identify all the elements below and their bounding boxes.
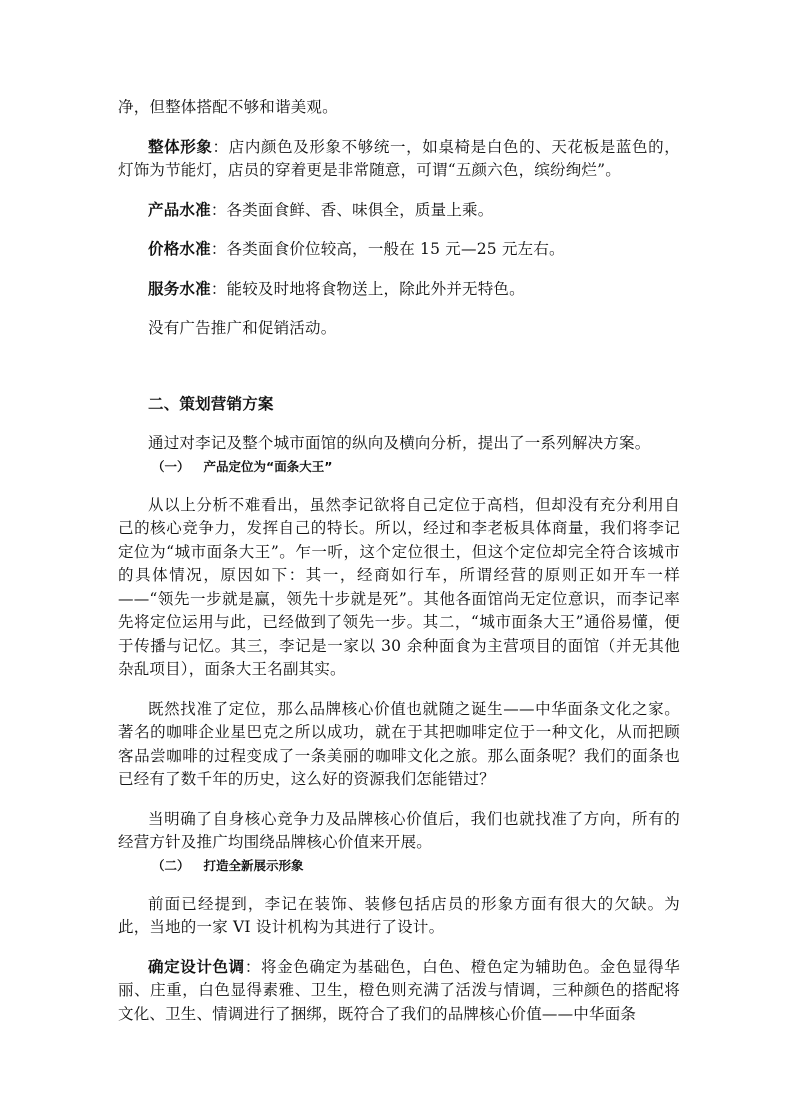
paragraph-brand-value xyxy=(118,698,680,792)
paragraph-no-promotion xyxy=(118,317,680,341)
label-overall-image: 整体形象 xyxy=(148,137,213,156)
paragraph-positioning xyxy=(118,494,680,682)
label-color-scheme: 确定设计色调 xyxy=(148,957,245,976)
paragraph-text: 前面已经提到，李记在装饰、装修包括店员的形象方面有很大的欠缺。为此，当地的一家 VI 设计机构为其进行了设计。 xyxy=(118,894,680,936)
paragraph-vi-design xyxy=(118,893,680,940)
paragraph-continued xyxy=(118,96,680,120)
paragraph-overall-image xyxy=(118,136,680,183)
paragraph-direction xyxy=(118,808,680,855)
paragraph-solutions-intro xyxy=(118,432,680,456)
section-heading-2 xyxy=(118,393,680,417)
paragraph-text: 净，但整体搭配不够和谐美观。 xyxy=(118,98,338,116)
paragraph-text: ：各类面食价位较高，一般在 15 元—25 元左右。 xyxy=(210,240,565,258)
paragraph-text: 从以上分析不难看出，虽然李记欲将自己定位于高档，但却没有充分利用自己的核心竞争力，发挥自己的特长。所以，经过和李老板具体商量，我们将李记定位为“城市面条大王”。乍一听，这个定位很土，但这个定位却完全符合该城市的具体情况，原因如下：其一，经商如行车，所谓经营的原则正如开车一样——“领先一步就是赢，领先十步就是死”。其他各面馆尚无定位意识，而李记率先将定位运用与此，已经做到了领先一步。其二，“城市面条大王”通俗易懂，便于传播与记忆。其三，李记是一家以 30 余种面食为主营项目的面馆（并无其他杂乱项目），面条大王名副其实。 xyxy=(118,495,680,678)
paragraph-text: 通过对李记及整个城市面馆的纵向及横向分析，提出了一系列解决方案。 xyxy=(148,434,651,452)
paragraph-service-standard xyxy=(118,278,680,302)
label-price-standard: 价格水准 xyxy=(148,240,211,258)
label-product-standard: 产品水准 xyxy=(148,200,211,219)
section-heading-text: 二、策划营销方案 xyxy=(148,394,274,413)
subheading-1 xyxy=(118,456,680,478)
paragraph-product-standard xyxy=(118,199,680,223)
subheading-title: 打造全新展示形象 xyxy=(203,857,304,873)
paragraph-text: ：将金色确定为基础色，白色、橙色定为辅助色。金色显得华丽、庄重，白色显得素雅、卫生，橙色则充满了活泼与情调，三种颜色的搭配将文化、卫生、情调进行了捆绑，既符合了我们的品牌核心价值——中华面条 xyxy=(118,957,681,1023)
paragraph-price-standard xyxy=(118,238,680,262)
paragraph-text: 当明确了自身核心竞争力及品牌核心价值后，我们也就找准了方向，所有的经营方针及推广均围绕品牌核心价值来开展。 xyxy=(118,809,680,851)
paragraph-text: ：店内颜色及形象不够统一，如桌椅是白色的、天花板是蓝色的，灯饰为节能灯，店员的穿着更是非常随意，可谓“五颜六色，缤纷绚烂”。 xyxy=(118,137,680,179)
paragraph-text: 没有广告推广和促销活动。 xyxy=(148,319,337,337)
paragraph-text: 既然找准了定位，那么品牌核心价值也就随之诞生——中华面条文化之家。著名的咖啡企业星巴克之所以成功，就在于其把咖啡定位于一种文化，从而把顾客品尝咖啡的过程变成了一条美丽的咖啡文化之旅。那么面条呢？我们的面条也已经有了数千年的历史，这么好的资源我们怎能错过？ xyxy=(118,699,680,788)
subheading-number: （一） xyxy=(152,458,190,474)
document-body xyxy=(118,96,680,1026)
subheading-title: 产品定位为“面条大王” xyxy=(203,458,333,474)
paragraph-text: ：能较及时地将食物送上，除此外并无特色。 xyxy=(210,279,525,298)
subheading-number: （二） xyxy=(152,857,190,873)
label-service-standard: 服务水准 xyxy=(148,279,211,298)
subheading-2 xyxy=(118,855,680,877)
paragraph-color-scheme xyxy=(118,956,680,1027)
paragraph-text: ：各类面食鲜、香、味俱全，质量上乘。 xyxy=(210,200,494,219)
